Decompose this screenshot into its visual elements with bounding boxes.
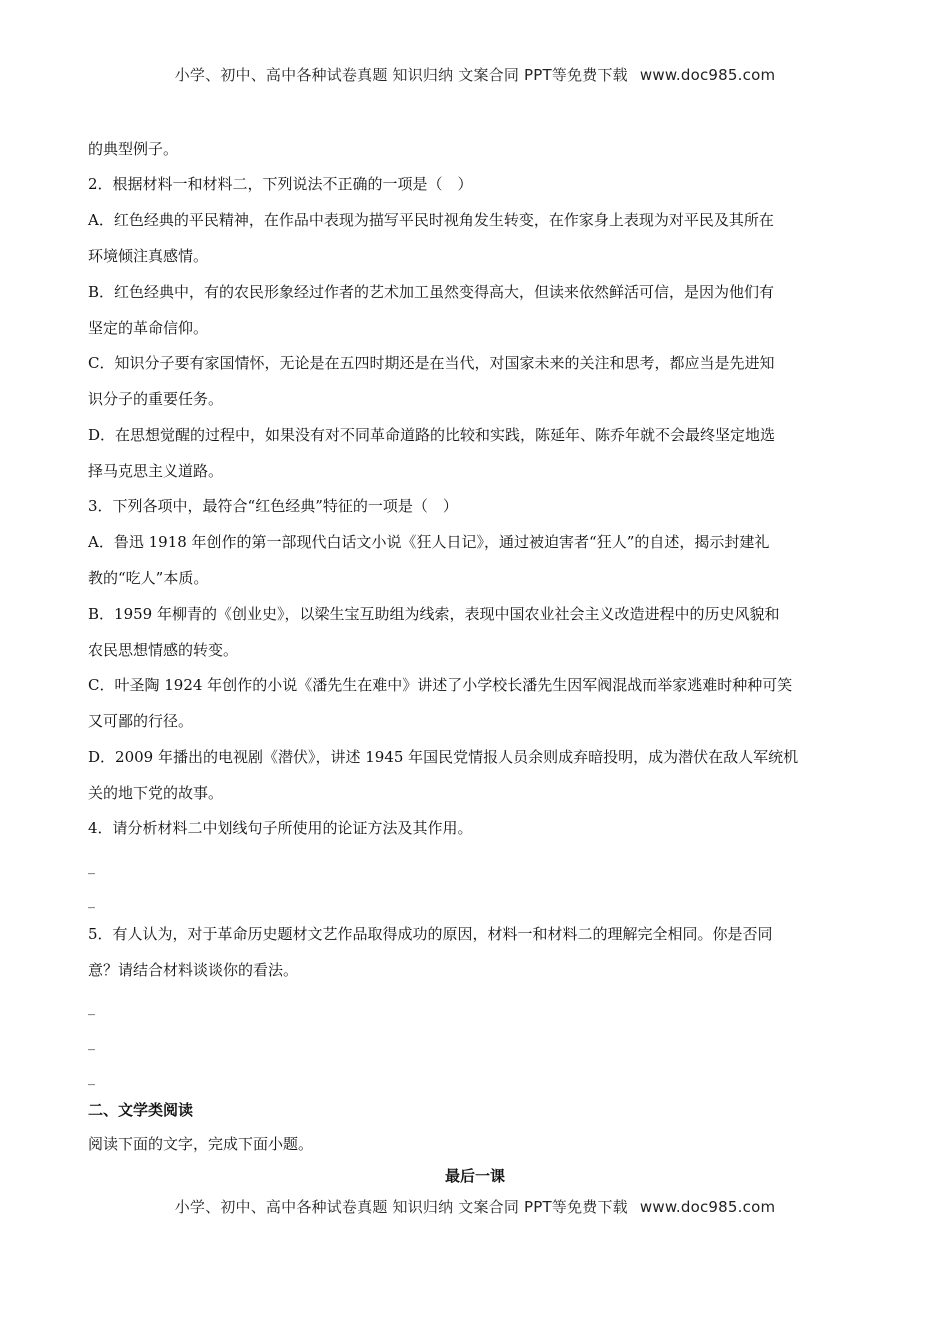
- question-2-option-d-line1: D．在思想觉醒的过程中，如果没有对不同革命道路的比较和实践，陈延年、陈乔年就不会最终坚定地选: [88, 426, 776, 444]
- question-2-option-a-line1: A．红色经典的平民精神，在作品中表现为描写平民时视角发生转变，在作家身上表现为对平民及其所在: [88, 211, 774, 229]
- question-2-stem: 2．根据材料一和材料二，下列说法不正确的一项是（ ）: [88, 175, 473, 193]
- footer-url[interactable]: www.doc985.com: [639, 1198, 776, 1216]
- question-5-answer-blank[interactable]: _: [88, 1070, 95, 1086]
- question-5-answer-blank[interactable]: _: [88, 1035, 95, 1051]
- question-3-option-a-line1: A．鲁迅 1918 年创作的第一部现代白话文小说《狂人日记》，通过被迫害者“狂人”的自述，揭示封建礼: [88, 533, 770, 551]
- question-5-stem-line2: 意？请结合材料谈谈你的看法。: [88, 961, 299, 979]
- section-2-heading: 二、文学类阅读: [88, 1101, 194, 1119]
- question-3-stem: 3．下列各项中，最符合“红色经典”特征的一项是（ ）: [88, 497, 458, 515]
- question-2-option-c-line1: C．知识分子要有家国情怀，无论是在五四时期还是在当代，对国家未来的关注和思考，都应当是先进知: [88, 354, 775, 372]
- question-2-option-d-line2: 择马克思主义道路。: [88, 462, 224, 480]
- header-text: 小学、初中、高中各种试卷真题 知识归纳 文案合同 PPT等免费下载: [174, 66, 628, 84]
- intro-tail-text: 的典型例子。: [88, 140, 179, 158]
- question-3-option-c-line1: C．叶圣陶 1924 年创作的小说《潘先生在难中》讲述了小学校长潘先生因军阀混战而举家逃难时种种可笑: [88, 676, 793, 694]
- story-title: 最后一课: [444, 1167, 505, 1185]
- question-3-option-c-line2: 又可鄙的行径。: [88, 712, 194, 730]
- question-2-option-a-line2: 环境倾注真感情。: [88, 247, 209, 265]
- question-3-option-b-line2: 农民思想情感的转变。: [88, 641, 239, 659]
- page-footer: [0, 1196, 950, 1217]
- question-3-option-d-line1: D．2009 年播出的电视剧《潜伏》，讲述 1945 年国民党情报人员余则成弃暗投明，成为潜伏在敌人军统机: [88, 748, 799, 766]
- question-3-option-d-line2: 关的地下党的故事。: [88, 784, 224, 802]
- question-2-option-b-line1: B．红色经典中，有的农民形象经过作者的艺术加工虽然变得高大，但读来依然鲜活可信，是因为他们有: [88, 283, 775, 301]
- question-4-answer-blank[interactable]: _: [88, 859, 95, 875]
- footer-text: 小学、初中、高中各种试卷真题 知识归纳 文案合同 PPT等免费下载: [174, 1198, 628, 1216]
- question-4-answer-blank[interactable]: _: [88, 893, 95, 909]
- question-2-option-c-line2: 识分子的重要任务。: [88, 390, 224, 408]
- question-4-stem: 4．请分析材料二中划线句子所使用的论证方法及其作用。: [88, 819, 473, 837]
- question-5-stem-line1: 5．有人认为，对于革命历史题材文艺作品取得成功的原因，材料一和材料二的理解完全相同。你是否同: [88, 925, 773, 943]
- header-url[interactable]: www.doc985.com: [639, 66, 776, 84]
- question-3-option-a-line2: 教的“吃人”本质。: [88, 569, 209, 587]
- section-2-instruction: 阅读下面的文字，完成下面小题。: [88, 1135, 314, 1153]
- page-header: [0, 64, 950, 85]
- question-5-answer-blank[interactable]: _: [88, 1000, 95, 1016]
- question-2-option-b-line2: 坚定的革命信仰。: [88, 319, 209, 337]
- question-3-option-b-line1: B．1959 年柳青的《创业史》，以梁生宝互助组为线索，表现中国农业社会主义改造进程中的历史风貌和: [88, 605, 780, 623]
